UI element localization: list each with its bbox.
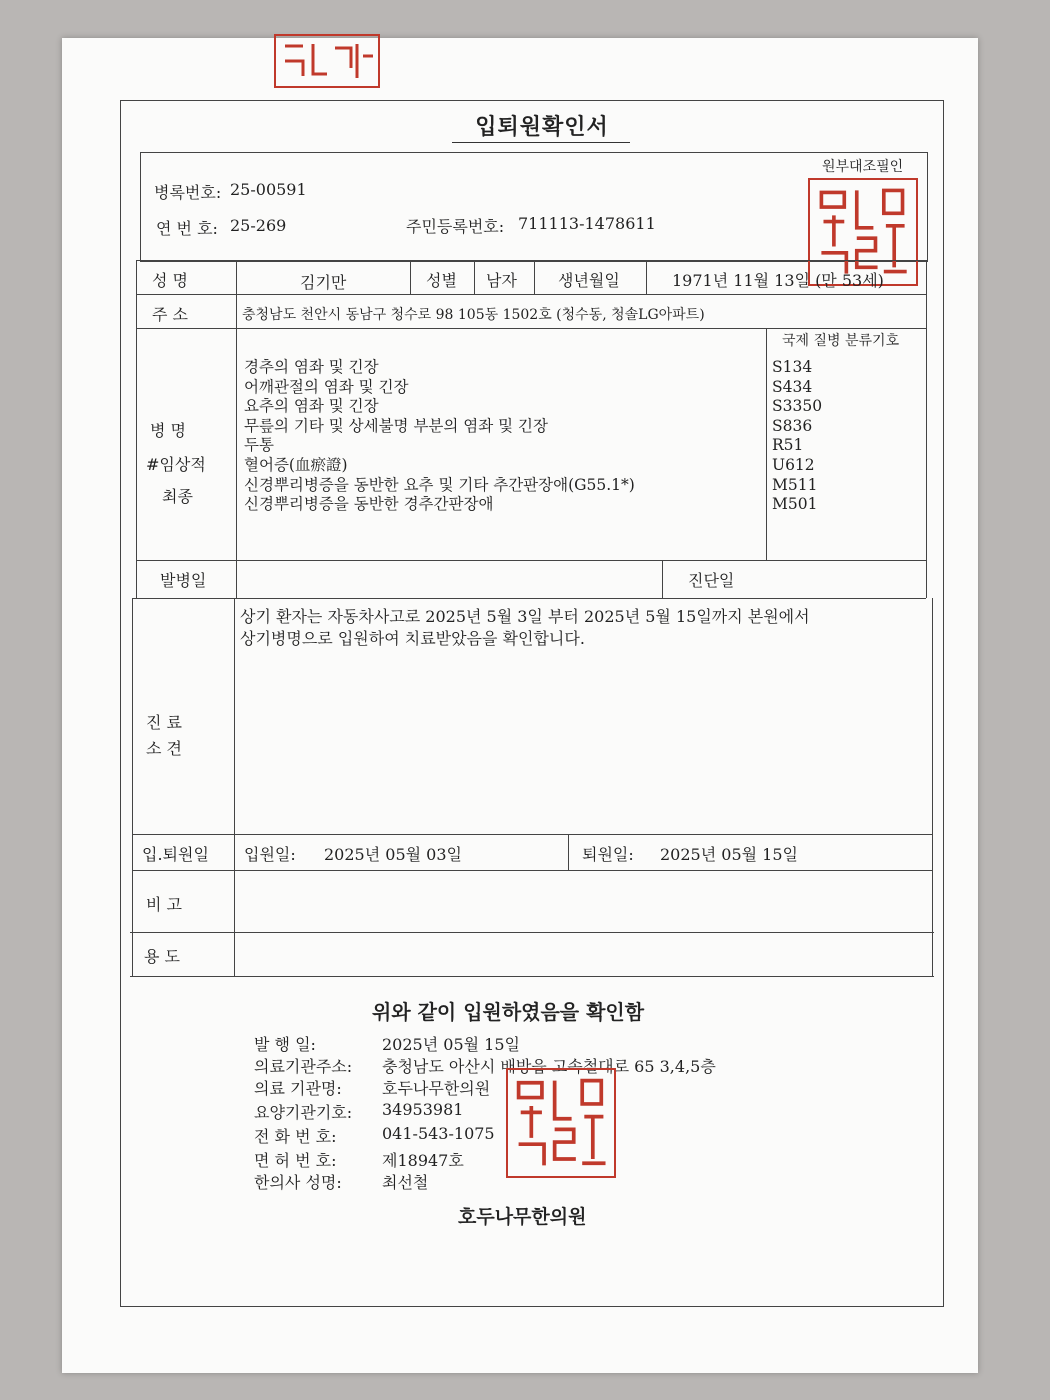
discharge-label: 퇴원일: xyxy=(582,845,634,864)
seal-glyph-icon xyxy=(508,1070,614,1176)
opinion-label-1: 진 료 xyxy=(146,713,182,732)
clinic-seal-top xyxy=(274,34,380,88)
confirm-text: 위와 같이 입원하였음을 확인함 xyxy=(372,1000,645,1024)
resident-no-label: 주민등록번호: xyxy=(406,217,505,236)
title-underline xyxy=(452,142,630,143)
diagnosis-item: 무릎의 기타 및 상세불명 부분의 염좌 및 긴장 xyxy=(244,416,549,435)
code-header: 국제 질병 분류기호 xyxy=(782,333,900,349)
diagnosis-sub2: 최종 xyxy=(162,487,193,506)
opinion-line-1: 상기 환자는 자동차사고로 2025년 5월 3일 부터 2025년 5월 15일까지 본원에서 xyxy=(240,607,810,626)
patient-dob: 1971년 11월 13일 (만 53세) xyxy=(672,271,884,290)
clinic-name-label: 의료 기관명: xyxy=(254,1079,342,1098)
diagnosis-item: 두통 xyxy=(244,436,274,455)
serial-no: 25-269 xyxy=(230,216,287,235)
document-title: 입퇴원확인서 xyxy=(475,114,609,140)
onset-label: 발병일 xyxy=(160,571,207,590)
diagnosis-code: R51 xyxy=(772,436,804,455)
diagnosis-code: U612 xyxy=(772,455,815,474)
address-label: 주 소 xyxy=(152,305,188,324)
patient-address: 충청남도 천안시 동남구 청수로 98 105동 1502호 (청수동, 청솔LG아파트) xyxy=(242,307,705,323)
diagnosis-item: 어깨관절의 염좌 및 긴장 xyxy=(244,377,409,396)
clinic-address-label: 의료기관주소: xyxy=(254,1057,353,1076)
serial-no-label: 연 번 호: xyxy=(156,219,218,238)
opinion-line-2: 상기병명으로 입원하여 치료받았음을 확인합니다. xyxy=(240,629,585,648)
purpose-label: 용 도 xyxy=(144,947,180,966)
diagnosis-item: 신경뿌리병증을 동반한 경추간판장애 xyxy=(244,495,494,514)
diagnosis-list xyxy=(244,358,635,515)
doctor-name: 최선철 xyxy=(382,1173,429,1192)
diagnosis-item: 혈어증(血瘀證) xyxy=(244,455,348,474)
clinic-seal-bottom xyxy=(506,1068,616,1178)
phone: 041-543-1075 xyxy=(382,1124,495,1143)
clinic-name: 호두나무한의원 xyxy=(382,1079,491,1098)
admit-label: 입원일: xyxy=(244,845,296,864)
issue-date-label: 발 행 일: xyxy=(254,1035,316,1054)
license-label: 면 허 번 호: xyxy=(254,1151,337,1170)
stay-label: 입.퇴원일 xyxy=(142,845,209,864)
admit-date: 2025년 05월 03일 xyxy=(324,845,462,864)
phone-label: 전 화 번 호: xyxy=(254,1127,337,1146)
doctor-label: 한의사 성명: xyxy=(254,1173,342,1192)
diagnosis-code: S434 xyxy=(772,377,813,396)
diagnosis-sub1: #임상적 xyxy=(146,455,206,474)
diagnosis-item: 경추의 염좌 및 긴장 xyxy=(244,358,379,376)
clinic-code: 34953981 xyxy=(382,1100,464,1119)
clinic-address: 충청남도 아산시 배방읍 고속철대로 65 3,4,5층 xyxy=(382,1057,716,1076)
opinion-label-2: 소 견 xyxy=(146,739,182,758)
dob-label: 생년월일 xyxy=(558,271,620,290)
diagnosis-code: S3350 xyxy=(772,397,823,416)
patient-name: 김기만 xyxy=(300,273,347,292)
diagnosis-item: 신경뿌리병증을 동반한 요추 및 기타 추간판장애(G55.1*) xyxy=(244,475,635,494)
seal-label: 원부대조필인 xyxy=(822,159,904,175)
discharge-date: 2025년 05월 15일 xyxy=(660,845,798,864)
remarks-label: 비 고 xyxy=(146,895,182,914)
name-label: 성 명 xyxy=(152,271,188,290)
code-list xyxy=(772,358,822,515)
clinic-code-label: 요양기관기호: xyxy=(254,1103,353,1122)
diagnosis-code: M511 xyxy=(772,475,818,494)
sex-label: 성별 xyxy=(426,271,457,290)
diagnosis-code: S134 xyxy=(772,358,813,376)
patient-sex: 남자 xyxy=(486,271,517,290)
diag-date-label: 진단일 xyxy=(688,571,735,590)
diagnosis-label: 병 명 xyxy=(150,421,186,440)
license: 제18947호 xyxy=(382,1151,464,1170)
diagnosis-code: M501 xyxy=(772,495,818,514)
issue-date: 2025년 05월 15일 xyxy=(382,1035,520,1054)
diagnosis-code: S836 xyxy=(772,416,813,435)
resident-no: 711113-1478611 xyxy=(518,214,656,233)
record-no-label: 병록번호: xyxy=(154,183,222,202)
footer-clinic-name: 호두나무한의원 xyxy=(458,1206,587,1228)
seal-glyph-icon xyxy=(276,36,378,86)
record-no: 25-00591 xyxy=(230,180,307,199)
document-paper xyxy=(62,38,978,1373)
diagnosis-item: 요추의 염좌 및 긴장 xyxy=(244,397,379,416)
